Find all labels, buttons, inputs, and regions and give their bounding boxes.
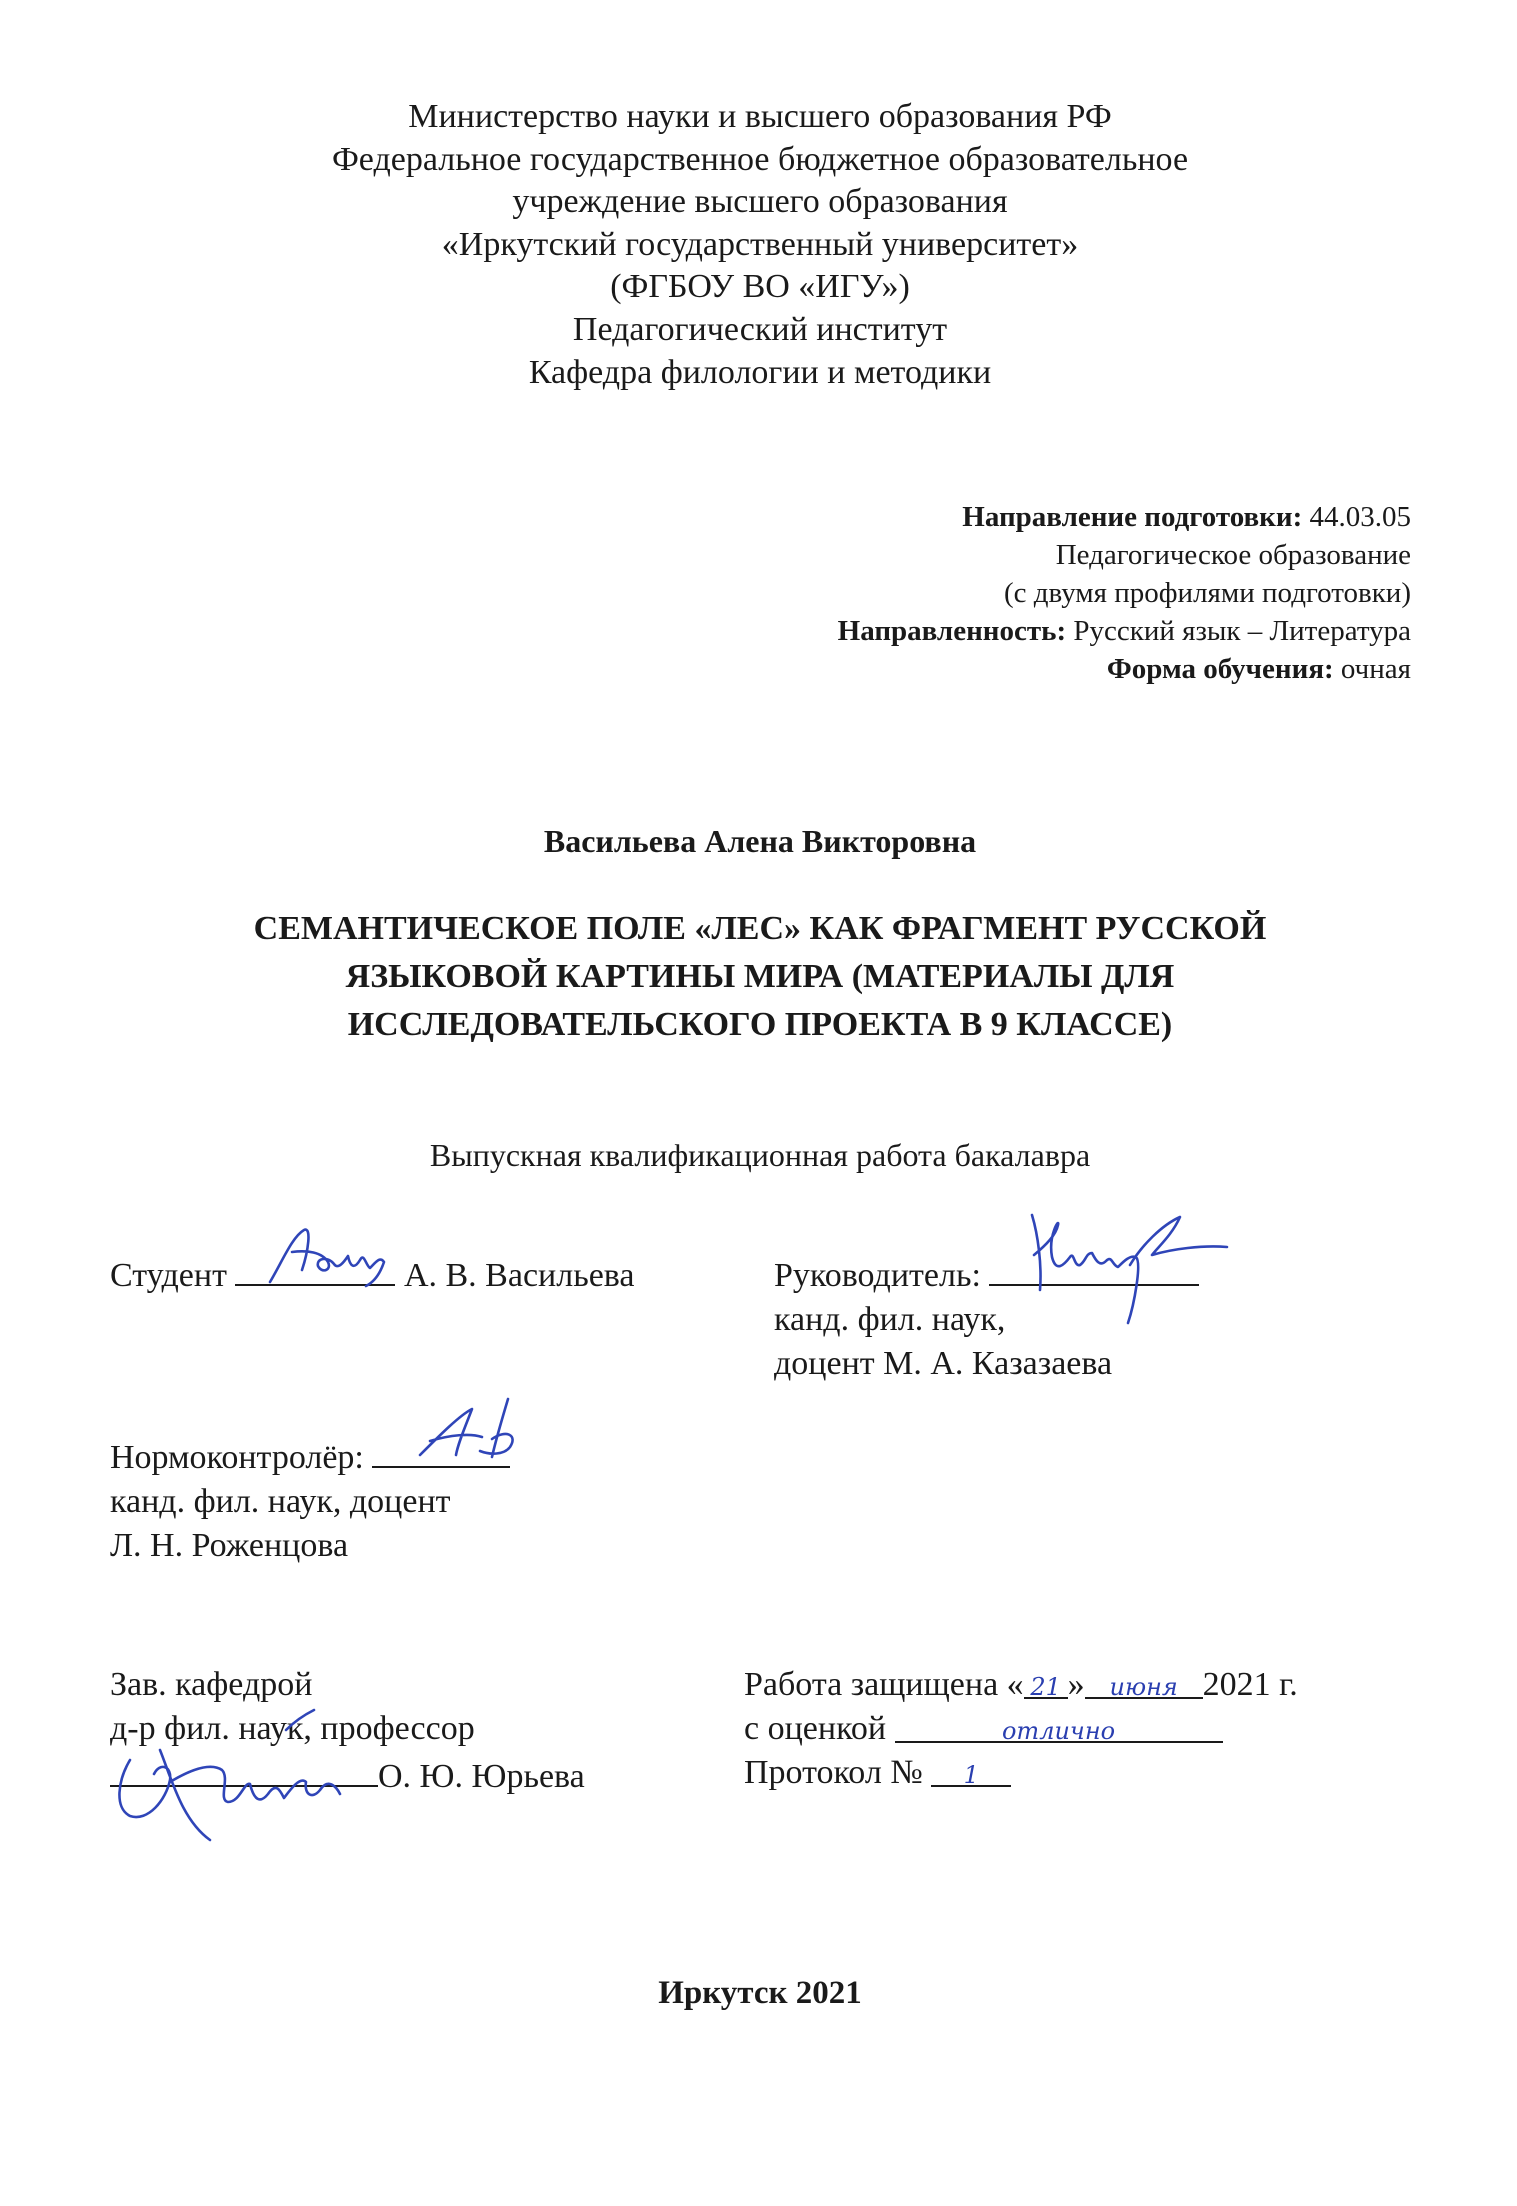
study-direction-block — [611, 498, 1411, 688]
defense-block — [744, 1663, 1298, 1795]
protocol-label: Протокол № — [744, 1754, 923, 1791]
student-name: А. В. Васильева — [403, 1257, 635, 1294]
grade-label: с оценкой — [744, 1710, 887, 1747]
direction-line — [611, 498, 1411, 536]
header-line: Кафедра филологии и методики — [528, 353, 992, 391]
defense-label: Работа защищена « — [744, 1666, 1024, 1703]
header-line: (ФГБОУ ВО «ИГУ») — [610, 268, 910, 306]
head-degree: д-р фил. наук, профессор — [110, 1710, 475, 1747]
grade-field — [895, 1707, 1223, 1743]
defense-month: июня — [1109, 1673, 1178, 1701]
supervisor-name: доцент М. А. Казазаева — [774, 1345, 1113, 1382]
protocol-line — [744, 1751, 1298, 1795]
header-line: «Иркутский государственный университет» — [441, 225, 1079, 263]
defense-day-field — [1024, 1663, 1068, 1699]
grade-value: отлично — [1001, 1717, 1116, 1745]
defense-year: 2021 г. — [1202, 1666, 1298, 1703]
study-form-value: очная — [1333, 653, 1411, 685]
direction-code: 44.03.05 — [1302, 501, 1411, 533]
supervisor-label: Руководитель: — [774, 1257, 981, 1294]
protocol-number: 1 — [963, 1761, 979, 1789]
protocol-field — [931, 1751, 1011, 1787]
defense-day: 21 — [1030, 1673, 1061, 1701]
normcontrol-label: Нормоконтролёр: — [110, 1439, 364, 1476]
thesis-title — [140, 905, 1380, 1049]
grade-line — [744, 1707, 1298, 1751]
study-form-line — [611, 650, 1411, 688]
defense-date-line — [744, 1663, 1298, 1707]
student-label: Студент — [110, 1257, 227, 1294]
direction-label: Направление подготовки: — [962, 501, 1303, 533]
title-line: СЕМАНТИЧЕСКОЕ ПОЛЕ «ЛЕС» КАК ФРАГМЕНТ РУССКОЙ — [253, 910, 1267, 947]
normcontrol-degree: канд. фил. наук, доцент — [110, 1483, 451, 1520]
defense-quote-close: » — [1067, 1666, 1085, 1703]
student-signature — [262, 1222, 412, 1292]
head-signature — [100, 1690, 400, 1860]
direction-profiles: (с двумя профилями подготовки) — [1003, 577, 1411, 609]
focus-value: Русский язык – Литература — [1066, 615, 1411, 647]
head-name: О. Ю. Юрьева — [378, 1758, 585, 1795]
city-year: Иркутск 2021 — [658, 1975, 862, 2011]
work-type: Выпускная квалификационная работа бакалавра — [429, 1137, 1091, 1173]
institution-header — [160, 96, 1360, 394]
focus-line — [611, 612, 1411, 650]
author-name: Васильева Алена Викторовна — [543, 823, 977, 859]
focus-label: Направленность: — [837, 615, 1067, 647]
defense-month-field — [1085, 1663, 1203, 1699]
header-line: Педагогический институт — [572, 310, 948, 348]
study-form-label: Форма обучения: — [1106, 653, 1334, 685]
supervisor-signature — [1012, 1195, 1242, 1325]
head-label: Зав. кафедрой — [110, 1666, 313, 1703]
title-line: ЯЗЫКОВОЙ КАРТИНЫ МИРА (МАТЕРИАЛЫ ДЛЯ — [345, 958, 1175, 995]
header-line: Министерство науки и высшего образования РФ — [408, 98, 1112, 135]
header-line: Федеральное государственное бюджетное образовательное — [331, 140, 1189, 178]
direction-name: Педагогическое образование — [1055, 539, 1411, 571]
header-line: учреждение высшего образования — [512, 183, 1008, 221]
title-line: ИССЛЕДОВАТЕЛЬСКОГО ПРОЕКТА В 9 КЛАССЕ) — [347, 1006, 1173, 1043]
supervisor-degree: канд. фил. наук, — [774, 1301, 1006, 1338]
normcontrol-name: Л. Н. Роженцова — [110, 1527, 349, 1564]
normcontrol-signature — [410, 1395, 540, 1475]
